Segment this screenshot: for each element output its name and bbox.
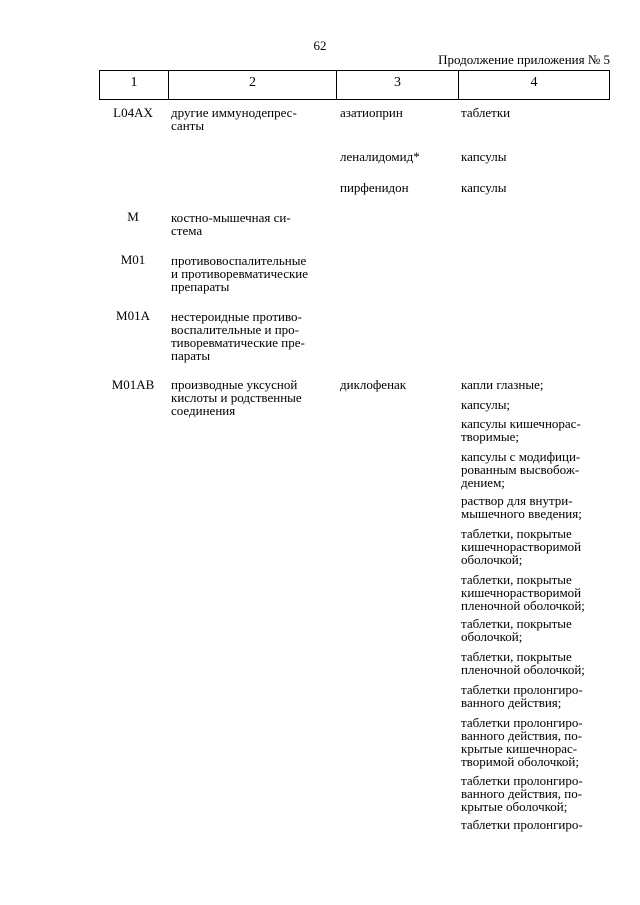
header-col-2: 2: [249, 75, 256, 90]
dosage-form: таблетки пролонгиро-: [461, 817, 583, 832]
dosage-form: таблетки пролонгиро- ванного действия;: [461, 682, 583, 710]
atc-code: M01: [120, 252, 146, 267]
atc-code: M01AB: [111, 377, 155, 392]
dosage-form: раствор для внутри- мышечного введения;: [461, 493, 582, 521]
group-name: производные уксусной кислоты и родственные соединения: [171, 377, 302, 418]
dosage-form: таблетки пролонгиро- ванного действия, по- крытые оболочкой;: [461, 773, 583, 814]
dosage-form: капсулы: [461, 180, 507, 195]
dosage-form: капсулы с модифици- рованным высвобож- дением;: [461, 449, 581, 490]
drug-name: азатиоприн: [340, 105, 403, 120]
table-header: [99, 70, 610, 100]
group-name: другие иммунодепрес- санты: [171, 105, 297, 133]
dosage-form: таблетки, покрытые оболочкой;: [461, 616, 572, 644]
dosage-form: таблетки, покрытые пленочной оболочкой;: [461, 649, 585, 677]
dosage-form: таблетки, покрытые кишечнорастворимой оболочкой;: [461, 526, 582, 567]
dosage-form: капсулы кишечнорас- творимые;: [461, 416, 581, 444]
header-col-1: 1: [130, 75, 138, 90]
drug-name: пирфенидон: [340, 180, 409, 195]
header-col-4: 4: [530, 75, 538, 90]
group-name: нестероидные противо- воспалительные и про- тиворевматические пре- параты: [171, 309, 305, 363]
dosage-form: таблетки: [461, 105, 511, 120]
dosage-form: капли глазные;: [461, 377, 544, 392]
atc-code: M01A: [116, 308, 150, 323]
dosage-form: капсулы;: [461, 397, 511, 412]
group-name: костно-мышечная си- стема: [171, 210, 291, 238]
dosage-form: таблетки, покрытые кишечнорастворимой пленочной оболочкой;: [461, 572, 585, 613]
drug-name: диклофенак: [340, 377, 407, 392]
page-number: 62: [313, 38, 327, 53]
dosage-form: таблетки пролонгиро- ванного действия, по- крытые кишечнорас- творимой оболочкой;: [461, 715, 583, 769]
header-col-3: 3: [394, 75, 401, 90]
atc-code: M: [127, 209, 139, 224]
drug-name: леналидомид*: [340, 149, 420, 164]
continuation-note: Продолжение приложения № 5: [438, 52, 610, 67]
atc-code: L04AX: [113, 105, 153, 120]
dosage-form: капсулы: [461, 149, 507, 164]
group-name: противовоспалительные и противоревматические препараты: [171, 253, 309, 294]
